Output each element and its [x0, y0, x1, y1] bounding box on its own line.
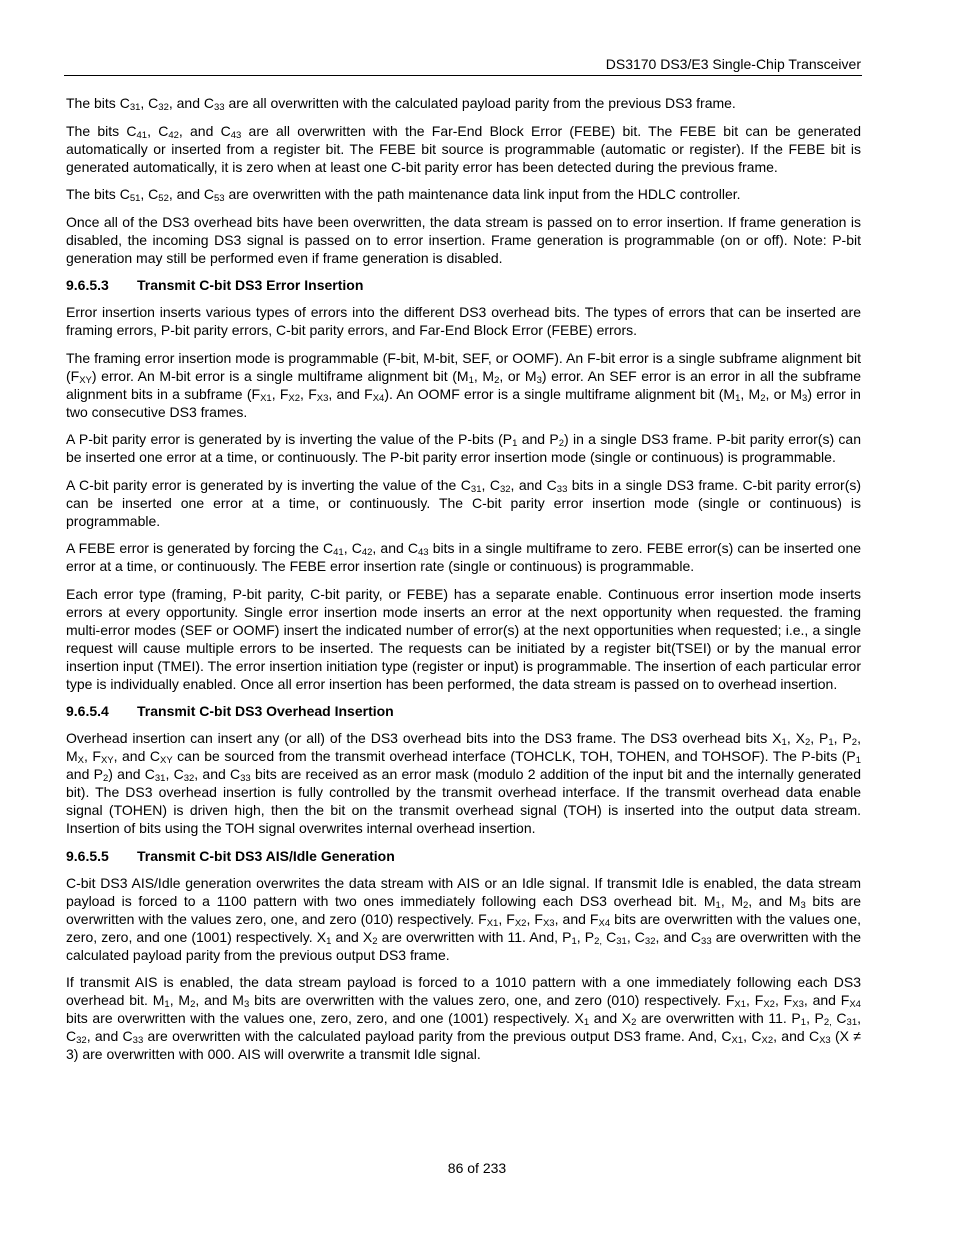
body-paragraph: Each error type (framing, P-bit parity, C-bit parity, or FEBE) has a separate enable. Continuous error insertion mode inserts errors at every opportunity. Single error insertion mode inserts an error at the next opportunity when requested. the framing multi-error modes (SEF or OOMF) insert the indicated number of error(s) at the next opportunities when requested; i.e., a single request will cause multiple errors to be inserted. The requests can be initiated by a register bit(TSEI) or by the manual error insertion input (TMEI). The error insertion initiation type (register or input) is programmable. The insertion of each particular error type is individually enabled. Once all error insertion has been performed, the data stream is passed on to overhead insertion. [66, 585, 861, 692]
subscript: 42 [361, 547, 373, 558]
subscript: X2 [288, 392, 301, 404]
subscript: 41 [136, 129, 148, 141]
subscript: 2 [190, 999, 196, 1010]
subscript: 1 [571, 935, 577, 947]
subscript: X1 [734, 999, 747, 1010]
subscript: X3 [316, 392, 329, 404]
subscript: 33 [701, 935, 712, 947]
subscript: 32 [76, 1035, 87, 1046]
section-heading [66, 276, 861, 294]
section-number: 9.6.5.4 [66, 703, 109, 719]
section-number: 9.6.5.3 [66, 277, 109, 293]
subscript: 1 [715, 899, 721, 911]
subscript: 32 [158, 102, 169, 113]
body-paragraph: Once all of the DS3 overhead bits have been overwritten, the data stream is passed on to error insertion. If frame generation is disabled, the incoming DS3 signal is passed on to error insertion. Frame generation is programmable (on or off). Note: P-bit generation may still be performed even if frame generation is disabled. [66, 213, 861, 266]
subscript: X1 [260, 392, 272, 404]
subscript: 31 [154, 773, 166, 784]
subscript: 3 [243, 999, 250, 1010]
subscript: 2 [372, 935, 378, 947]
subscript: 3 [536, 374, 542, 386]
subscript: 31 [470, 483, 482, 495]
subscript: 2 [760, 392, 766, 404]
subscript: XY [160, 755, 173, 766]
subscript: 1 [855, 755, 861, 766]
subscript: X3 [792, 999, 804, 1010]
section-heading [66, 847, 861, 865]
subscript: 41 [333, 547, 344, 558]
body-paragraph: The bits $C_{51}$, $C_{52}$, and $C_{53}$ are overwritten with the path maintenance data link input from the HDLC controller. [66, 186, 741, 204]
subscript: 42 [168, 129, 179, 141]
document-body [66, 94, 861, 1073]
subscript: X4 [372, 392, 385, 404]
subscript: 43 [418, 547, 429, 558]
subscript: 2 [631, 1017, 637, 1028]
subscript: 33 [132, 1035, 144, 1046]
body-paragraph: Overhead insertion can insert any (or all) of the DS3 overhead bits into the DS3 frame. The DS3 overhead bits $X_1$, $X_2$, $P_1$, $P_2$, $M_X$, $F_{XY}$, and $C_{XY}$ can be sourced from the transmit overhead interface (TOHCLK, TOH, TOHEN, and TOHSOF). The P-bits ($P_1$ and $P_2$) and $C_{31}$, $C_{32}$, and $C_{33}$ bits are received as an error mask (modulo 2 addition of the input bit and the internally generated bit). The DS3 overhead insertion is fully controlled by the transmit overhead interface. If the transmit overhead data enable signal (TOHEN) is driven high, then the bit on the transmit overhead signal (TOH) is inserted into the output data stream. Insertion of bits using the TOH signal overwrites internal overhead insertion. [66, 730, 862, 836]
subscript: 2, [594, 935, 603, 947]
subscript: 2 [851, 737, 858, 748]
subscript: 32 [644, 935, 656, 947]
subscript: X3 [542, 917, 555, 929]
subscript: 2 [494, 374, 500, 386]
subscript: 2 [558, 438, 565, 449]
header-rule [64, 75, 862, 76]
section-title: Transmit C-bit DS3 Error Insertion [137, 277, 364, 293]
body-paragraph: A C-bit parity error is generated by is inverting the value of the $C_{31}$, $C_{32}$, and $C_{33}$ bits in a single DS3 frame. C-bit parity error(s) can be inserted one error at a time, or continuously. The C-bit parity error insertion mode (single or continuous) is programmable. [66, 476, 862, 529]
subscript: 31 [129, 102, 141, 113]
subscript: 1 [326, 935, 332, 947]
subscript: 33 [214, 102, 225, 113]
subscript: X1 [486, 917, 499, 929]
subscript: X2 [763, 999, 775, 1010]
subscript: 2 [102, 773, 109, 784]
subscript: XY [100, 755, 114, 766]
body-paragraph: The bits $C_{41}$, $C_{42}$, and $C_{43}$ are all overwritten with the Far-End Block Error (FEBE) bit. The FEBE bit can be generated automatically or inserted from a register bit. The FEBE bit source is programmable (automatic or register). If the FEBE bit is generated automatically, it is zero when at least one C-bit parity error has been detected during the previous frame. [66, 122, 861, 175]
subscript: 1 [468, 374, 474, 386]
page-header-title: DS3170 DS3/E3 Single-Chip Transceiver [605, 56, 861, 72]
subscript: 2 [743, 899, 749, 911]
subscript: X2 [761, 1035, 774, 1046]
section-number: 9.6.5.5 [66, 847, 109, 864]
body-paragraph: The framing error insertion mode is programmable (F-bit, M-bit, SEF, or OOMF). An F-bit error is a single subframe alignment bit $(F_{XY})$ error. An M-bit error is a single multiframe alignment bit ($M_1$, $M_2$, or $M_3$) error. An SEF error is an error in all the subframe alignment bits in a subframe ($F_{X1}$, $F_{X2}$, $F_{X3}$, and $F_{X4}$). An OOMF error is a single multiframe alignment bit ($M_1$, $M_2$, or $M_3$) error in two consecutive DS3 frames. [66, 349, 862, 420]
page-number: 86 of 233 [447, 1160, 507, 1176]
section-heading [66, 702, 861, 720]
subscript: 51 [129, 193, 141, 204]
subscript: 33 [556, 483, 568, 495]
section-title: Transmit C-bit DS3 AIS/Idle Generation [137, 847, 395, 864]
subscript: 31 [846, 1017, 858, 1028]
subscript: 31 [616, 935, 627, 947]
subscript: 1 [164, 999, 170, 1010]
subscript: X4 [598, 917, 611, 929]
subscript: 3 [802, 392, 808, 404]
body-paragraph: The bits $C_{31}$, $C_{32}$, and $C_{33}$ are all overwritten with the calculated payload parity from the previous DS3 frame. [66, 95, 736, 113]
subscript: 3 [800, 899, 806, 911]
subscript: XY [79, 374, 92, 386]
subscript: X3 [819, 1035, 831, 1046]
subscript: 2, [823, 1017, 832, 1028]
body-paragraph: C-bit DS3 AIS/Idle generation overwrites the data stream with AIS or an Idle signal. If transmit Idle is enabled, the data stream payload is forced to a 1100 pattern with two ones immediately following each DS3 overhead bit. $M_1$, $M_2$, and $M_3$ bits are overwritten with the values zero, one, and zero (010) respectively. $F_{X1}$, $F_{X2}$, $F_{X3}$, and $F_{X4}$ bits are overwritten with the values one, zero, zero, and one (1001) respectively. $X_1$ and $X_2$ are overwritten with 11. And, $P_1$, $P_{2,}$ $C_{31}$, $C_{32}$, and $C_{33}$ are overwritten with the calculated payload parity from the previous output DS3 frame. [66, 874, 862, 963]
subscript: X [77, 755, 85, 766]
subscript: X4 [849, 999, 861, 1010]
body-paragraph: If transmit AIS is enabled, the data stream payload is forced to a 1010 pattern with a one immediately following each DS3 overhead bit. $M_1$, $M_2$, and $M_3$ bits are overwritten with the values zero, one, and zero (010) respectively. $F_{X1}$, $F_{X2}$, $F_{X3}$, and $F_{X4}$ bits are overwritten with the values one, zero, zero, and one (1001) respectively. $X_1$ and $X_2$ are overwritten with 11. $P_1$, $P_{2,}$ $C_{31}$, $C_{32}$, and $C_{33}$ are overwritten with the calculated payload parity from the previous output DS3 frame. And, $C_{X1}$, $C_{X2}$, and $C_{X3}$ (X ≠ 3) are overwritten with 000. AIS will overwrite a transmit Idle signal. [66, 974, 862, 1062]
subscript: 1 [583, 1017, 590, 1028]
subscript: 52 [158, 193, 169, 204]
subscript: 33 [240, 773, 251, 784]
subscript: 32 [183, 773, 195, 784]
subscript: 1 [512, 438, 518, 449]
body-paragraph: A FEBE error is generated by forcing the $C_{41}$, $C_{42}$, and $C_{43}$ bits in a single multiframe to zero. FEBE error(s) can be inserted one error at a time, or continuously. The FEBE error insertion rate (single or continuous) is programmable. [66, 540, 862, 574]
subscript: 2 [804, 737, 811, 748]
subscript: 32 [499, 483, 511, 495]
subscript: 53 [214, 193, 225, 204]
subscript: 1 [800, 1017, 807, 1028]
section-title: Transmit C-bit DS3 Overhead Insertion [137, 703, 394, 719]
subscript: 1 [735, 392, 741, 404]
subscript: 1 [828, 737, 834, 748]
subscript: 43 [230, 129, 242, 141]
body-paragraph: A P-bit parity error is generated by is inverting the value of the P-bits ($P_1$ and $P_2$) in a single DS3 frame. P-bit parity error(s) can be inserted one error at a time, or continuously. The P-bit parity error insertion mode (single or continuous) is programmable. [66, 431, 861, 465]
subscript: X2 [514, 917, 527, 929]
subscript: 1 [781, 737, 787, 748]
body-paragraph: Error insertion inserts various types of errors into the different DS3 overhead bits. The types of errors that can be inserted are framing errors, P-bit parity errors, C-bit parity errors, and Far-End Block Error (FEBE) errors. [66, 304, 861, 338]
subscript: X1 [731, 1035, 744, 1046]
